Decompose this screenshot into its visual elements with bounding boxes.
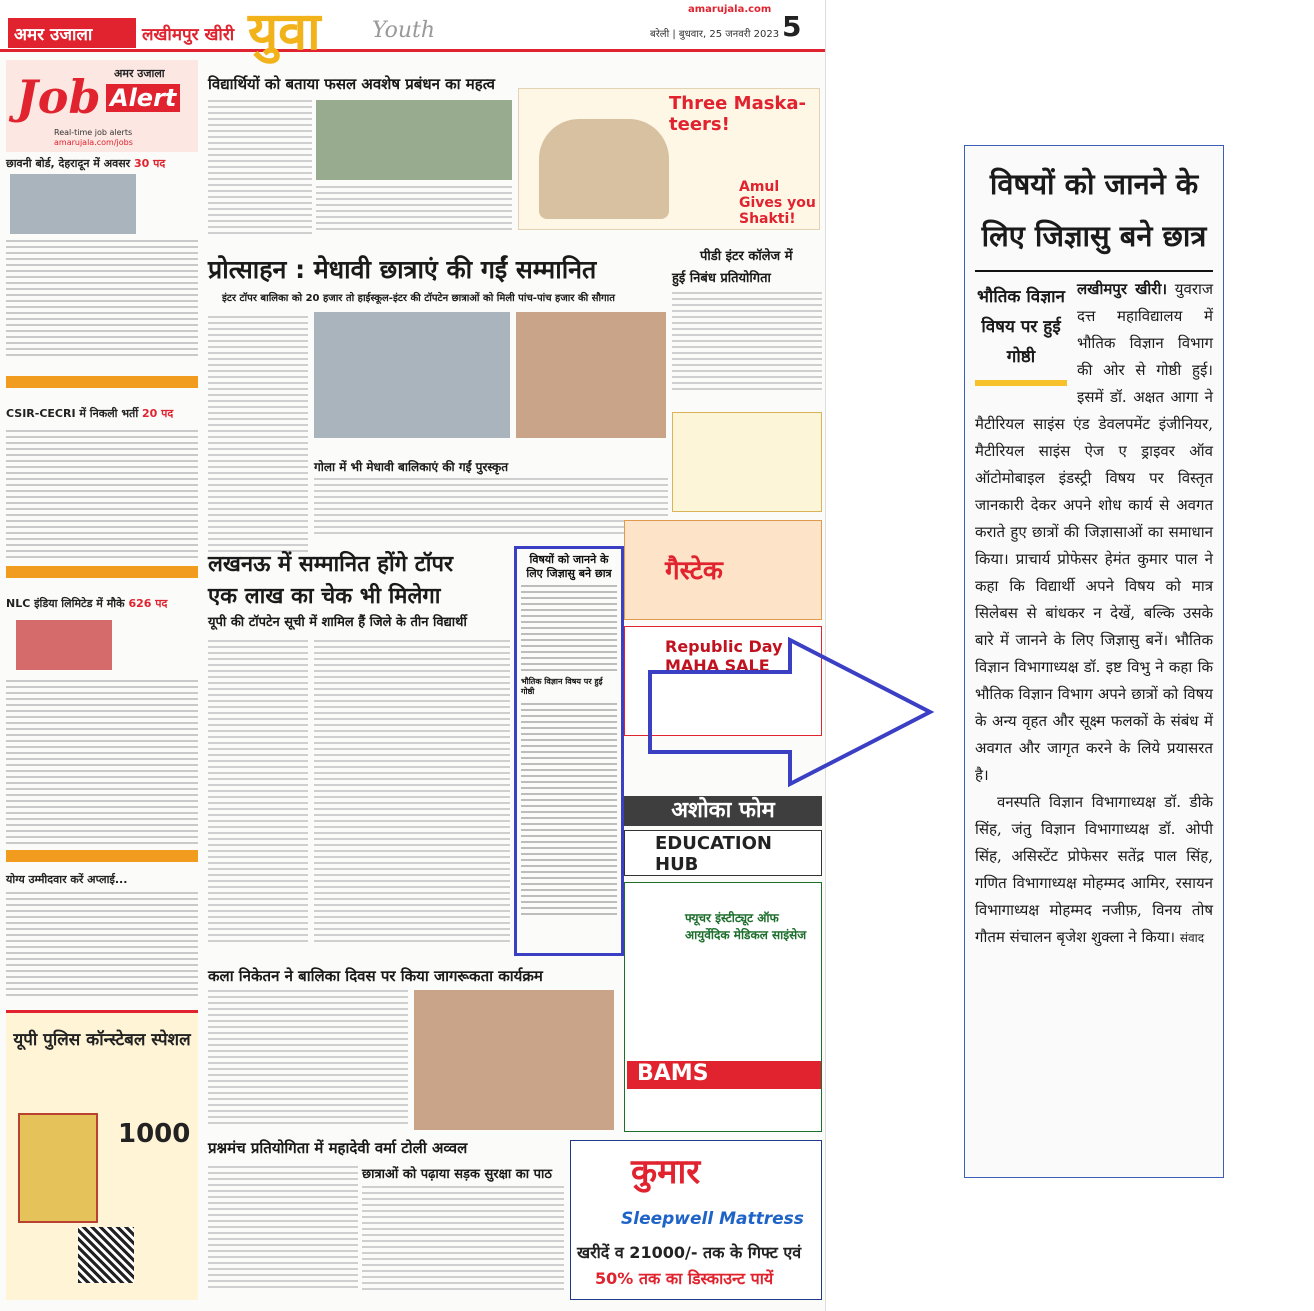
kumar-furniture-ad bbox=[570, 1140, 822, 1300]
sleepwell-logo: Sleepwell Mattress bbox=[621, 1209, 804, 1229]
article-photo bbox=[314, 312, 510, 438]
job-item-text bbox=[6, 892, 198, 1002]
article-headline: छात्राओं को पढ़ाया सड़क सुरक्षा का पाठ bbox=[362, 1167, 552, 1182]
article-text bbox=[362, 1186, 564, 1294]
ayurvedic-college-ad bbox=[624, 882, 822, 1132]
article-text bbox=[316, 186, 512, 240]
kumar-ad-title: कुमार bbox=[631, 1152, 701, 1192]
article-headline: एक लाख का चेक भी मिलेगा bbox=[208, 584, 441, 609]
offer-text: खरीदें व 21000/- तक के गिफ्ट एवं bbox=[577, 1243, 802, 1262]
bank-ad bbox=[672, 412, 822, 512]
job-item-text bbox=[6, 680, 198, 850]
job-item-count: 20 पद bbox=[142, 407, 174, 420]
job-item-count: 626 पद bbox=[128, 597, 168, 610]
side-heading: भौतिक विज्ञान विषय पर हुई गोष्ठी bbox=[975, 282, 1067, 386]
apply-bar bbox=[6, 850, 198, 862]
job-alert-url: amarujala.com/jobs bbox=[54, 138, 133, 147]
gastec-ad bbox=[624, 520, 822, 620]
article-text bbox=[208, 640, 308, 950]
job-item-heading: योग्य उम्मीदवार करें अप्लाई... bbox=[6, 873, 128, 886]
zoom-arrow-icon bbox=[640, 632, 940, 792]
article-text bbox=[208, 1166, 358, 1294]
section-title: युवा bbox=[248, 1, 321, 62]
police-ad-count: 1000 bbox=[118, 1119, 191, 1149]
article-text bbox=[208, 316, 308, 556]
police-ad-title: यूपी पुलिस कॉन्स्टेबल स्पेशल bbox=[13, 1030, 191, 1050]
article-subheadline: इंटर टॉपर बालिका को 20 हजार तो हाईस्कूल-इंटर की टॉपटेन छात्राओं को मिली पांच-पांच हजार की सौगात bbox=[222, 293, 615, 304]
job-item-text bbox=[6, 240, 198, 390]
amul-ad-title: Three Maska-teers! bbox=[669, 93, 807, 135]
discount-text: 50% तक का डिस्काउन्ट पायें bbox=[595, 1269, 774, 1288]
highlighted-article-text bbox=[521, 585, 617, 671]
article-headline: हुई निबंध प्रतियोगिता bbox=[672, 271, 771, 286]
bams-banner: BAMS bbox=[627, 1061, 821, 1089]
article-text bbox=[314, 640, 510, 950]
college-ad-title: फ्यूचर इंस्टीट्यूट ऑफ आयुर्वेदिक मेडिकल साइंसेज bbox=[685, 911, 807, 942]
article-text bbox=[208, 990, 408, 1130]
sale-ad-title: Republic Day MAHA SALE bbox=[665, 637, 783, 675]
gastec-ad-title: गैस्टेक bbox=[665, 556, 723, 586]
job-alert-brand: अमर उजाला bbox=[114, 67, 165, 80]
job-item-heading bbox=[6, 596, 198, 611]
headline-rule bbox=[975, 270, 1213, 272]
amul-ad bbox=[518, 88, 820, 230]
article-photo bbox=[414, 990, 614, 1130]
article-photo bbox=[516, 312, 666, 438]
police-book-ad bbox=[6, 1010, 198, 1300]
job-item-title: CSIR-CECRI में निकली भर्ती bbox=[6, 407, 139, 420]
page-number: 5 bbox=[782, 10, 802, 43]
amul-illustration bbox=[539, 119, 669, 219]
highlighted-article-text bbox=[521, 703, 617, 915]
highlighted-article-title: विषयों को जानने के लिए जिज्ञासु बने छात्र bbox=[526, 553, 612, 580]
alert-word: Alert bbox=[106, 84, 180, 112]
job-alert-tagline: Real-time job alerts bbox=[54, 128, 133, 137]
district-label: लखीमपुर खीरी bbox=[142, 25, 235, 45]
job-item-title: छावनी बोर्ड, देहरादून में अवसर bbox=[6, 157, 131, 170]
section-subtitle: Youth bbox=[372, 18, 436, 43]
highlighted-article-subhead: भौतिक विज्ञान विषय पर हुई गोष्ठी bbox=[521, 677, 603, 696]
article-photo bbox=[316, 100, 512, 180]
job-item-text bbox=[6, 430, 198, 570]
education-hub-title: EDUCATION HUB bbox=[655, 833, 772, 875]
qr-code bbox=[78, 1227, 134, 1283]
brand-logo: अमर उजाला bbox=[8, 18, 136, 48]
article-paragraph-2 bbox=[975, 789, 1213, 952]
ashoka-foam-ad: अशोका फोम bbox=[624, 796, 822, 826]
apply-bar bbox=[6, 566, 198, 578]
cantonment-photo bbox=[10, 174, 136, 234]
amul-ad-tagline: Amul Gives you Shakti! bbox=[739, 179, 816, 227]
job-alert-banner bbox=[6, 60, 198, 152]
article-headline: गोला में भी मेधावी बालिकाएं की गईं पुरस्कृत bbox=[314, 460, 509, 474]
enlarged-article bbox=[964, 145, 1224, 1178]
article-headline: पीडी इंटर कॉलेज में bbox=[700, 249, 793, 264]
article-headline: प्रश्नमंच प्रतियोगिता में महादेवी वर्मा टोली अव्वल bbox=[208, 1139, 468, 1157]
masthead bbox=[0, 0, 826, 62]
article-headline: लखनऊ में सम्मानित होंगे टॉपर bbox=[208, 552, 453, 577]
article-text bbox=[672, 292, 822, 402]
job-alert-column bbox=[6, 60, 198, 1300]
site-url: amarujala.com bbox=[688, 4, 772, 15]
article-text bbox=[314, 478, 668, 538]
enlarged-article-headline: विषयों को जानने के लिए जिज्ञासु बने छात्र bbox=[981, 167, 1207, 253]
enlarged-article-body bbox=[975, 276, 1213, 952]
apply-bar bbox=[6, 376, 198, 388]
job-item-heading bbox=[6, 156, 198, 171]
article-headline: विद्यार्थियों को बताया फसल अवशेष प्रबंधन का महत्व bbox=[208, 75, 496, 93]
book-cover bbox=[18, 1113, 98, 1223]
article-paragraph-1: युवराज दत्त महाविद्यालय में भौतिक विज्ञान विभाग की ओर से गोष्ठी हुई। इसमें डॉ. अक्षत आगा ने मैटीरियल साइंस एंड डेवलपमेंट इंजीनियर, मैटीरियल साइंस ऐज ए ड्राइवर ऑव ऑटोमोबाइल इंडस्ट्री विषय पर विस्तृत जानकारी देकर अपने शोध कार्य से अवगत कराते हुए छात्रों की जिज्ञासाओं का समाधान किया। प्राचार्य प्रोफेसर हेमंत कुमार पाल ने कहा कि विद्यार्थी अपने विषय को मात्र सिलेबस से बांधकर न देखें, बल्कि उसके बारे में जानने के लिए जिज्ञासु बनें। भौतिक विज्ञान विभागाध्यक्ष डॉ. इष्ट विभु ने कहा कि भौतिक विज्ञान विभाग अपने छात्रों को विषय के अन्य वृहत और सूक्ष्म फलकों के संबंध में अवगत और जागृत करने के लिये प्रयासरत है। bbox=[975, 280, 1213, 784]
job-word: Job bbox=[16, 70, 101, 124]
job-item-title: NLC इंडिया लिमिटेड में मौके bbox=[6, 597, 125, 610]
article-text bbox=[208, 100, 312, 240]
article-credit: संवाद bbox=[1179, 931, 1205, 945]
nlc-photo bbox=[16, 620, 112, 670]
job-item-count: 30 पद bbox=[134, 157, 166, 170]
article-paragraph-2-text: वनस्पति विज्ञान विभागाध्यक्ष डॉ. डीके सिंह, जंतु विज्ञान विभागाध्यक्ष डॉ. ओपी सिंह, असिस्टेंट प्रोफेसर सतेंद्र पाल सिंह, गणित विभागाध्यक्ष मोहम्मद आमिर, रसायन विभागाध्यक्ष मोहम्मद नजीफ़, विनय तोष गौतम संचालन बृजेश शुक्ला ने किया। bbox=[975, 793, 1213, 946]
article-headline: प्रोत्साहन : मेधावी छात्राएं की गईं सम्मानित bbox=[208, 255, 597, 284]
article-dateline: लखीमपुर खीरी। bbox=[1077, 280, 1168, 298]
article-subheadline: यूपी की टॉपटेन सूची में शामिल हैं जिले के तीन विद्यार्थी bbox=[208, 615, 467, 630]
job-item-heading bbox=[6, 406, 198, 421]
highlighted-article[interactable] bbox=[514, 546, 624, 956]
issue-date: बरेली | बुधवार, 25 जनवरी 2023 bbox=[650, 29, 780, 40]
education-hub-ad bbox=[624, 830, 822, 876]
article-headline: कला निकेतन ने बालिका दिवस पर किया जागरूकता कार्यक्रम bbox=[208, 967, 543, 985]
